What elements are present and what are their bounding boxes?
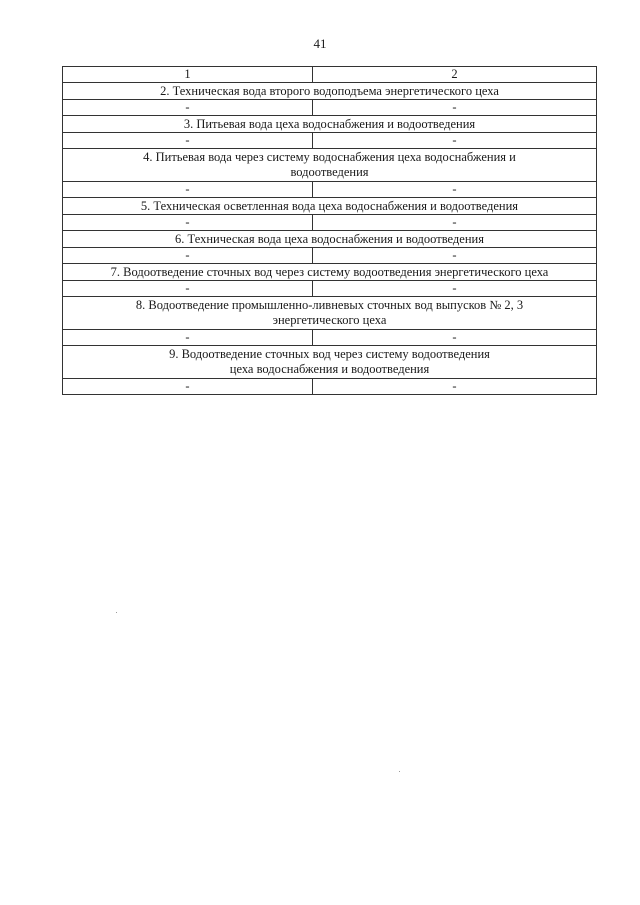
section-title-line: 8. Водоотведение промышленно-ливневых сточных вод выпусков № 2, 3 <box>135 298 524 312</box>
table-cell: - <box>313 281 597 297</box>
table-cell: - <box>63 100 313 116</box>
section-title-line: водоотведения <box>290 165 369 179</box>
table-row <box>63 100 597 116</box>
table-cell: - <box>313 330 597 346</box>
section-title-line: 7. Водоотведение сточных вод через систему водоотведения энергетического цеха <box>110 264 549 279</box>
table-row <box>63 182 597 198</box>
column-header-1: 1 <box>63 67 313 83</box>
table-cell: - <box>63 215 313 231</box>
section-title-line: 3. Питьевая вода цеха водоснабжения и водоотведения <box>183 116 476 131</box>
section-title <box>63 83 597 100</box>
section-title-line: 5. Техническая осветленная вода цеха водоснабжения и водоотведения <box>140 198 519 213</box>
section-title-line: 2. Техническая вода второго водоподъема энергетического цеха <box>160 83 499 98</box>
table-cell: - <box>313 379 597 395</box>
section-row <box>63 149 597 182</box>
section-title-line: 6. Техническая вода цеха водоснабжения и водоотведения <box>175 231 484 246</box>
table-cell: - <box>313 100 597 116</box>
section-row <box>63 116 597 133</box>
scan-speck <box>399 771 400 772</box>
table-cell: - <box>63 182 313 198</box>
section-row <box>63 231 597 248</box>
table-row <box>63 330 597 346</box>
section-title <box>63 346 597 379</box>
scan-speck <box>116 612 117 613</box>
section-title-line: цеха водоснабжения и водоотведения <box>229 362 430 376</box>
section-title-line: энергетического цеха <box>272 313 387 327</box>
table-row <box>63 133 597 149</box>
table-cell: - <box>63 133 313 149</box>
section-row <box>63 198 597 215</box>
page-number: 41 <box>313 36 327 51</box>
table-cell: - <box>313 248 597 264</box>
section-row <box>63 264 597 281</box>
table-header-row <box>63 67 597 83</box>
table-row <box>63 379 597 395</box>
section-title <box>63 231 597 248</box>
table-row <box>63 281 597 297</box>
section-title-line: 4. Питьевая вода через систему водоснабжения цеха водоснабжения и <box>143 150 516 164</box>
table-cell: - <box>63 281 313 297</box>
section-title <box>63 297 597 330</box>
column-header-2: 2 <box>313 67 597 83</box>
table-row <box>63 248 597 264</box>
table-cell: - <box>63 248 313 264</box>
table-cell: - <box>63 330 313 346</box>
table-row <box>63 215 597 231</box>
section-title <box>63 198 597 215</box>
section-title <box>63 116 597 133</box>
section-row <box>63 83 597 100</box>
section-title <box>63 264 597 281</box>
table-cell: - <box>63 379 313 395</box>
table-cell: - <box>313 182 597 198</box>
document-table <box>62 66 597 395</box>
section-row <box>63 297 597 330</box>
section-row <box>63 346 597 379</box>
section-title-line: 9. Водоотведение сточных вод через систему водоотведения <box>169 347 490 361</box>
table-cell: - <box>313 215 597 231</box>
table-cell: - <box>313 133 597 149</box>
section-title <box>63 149 597 182</box>
